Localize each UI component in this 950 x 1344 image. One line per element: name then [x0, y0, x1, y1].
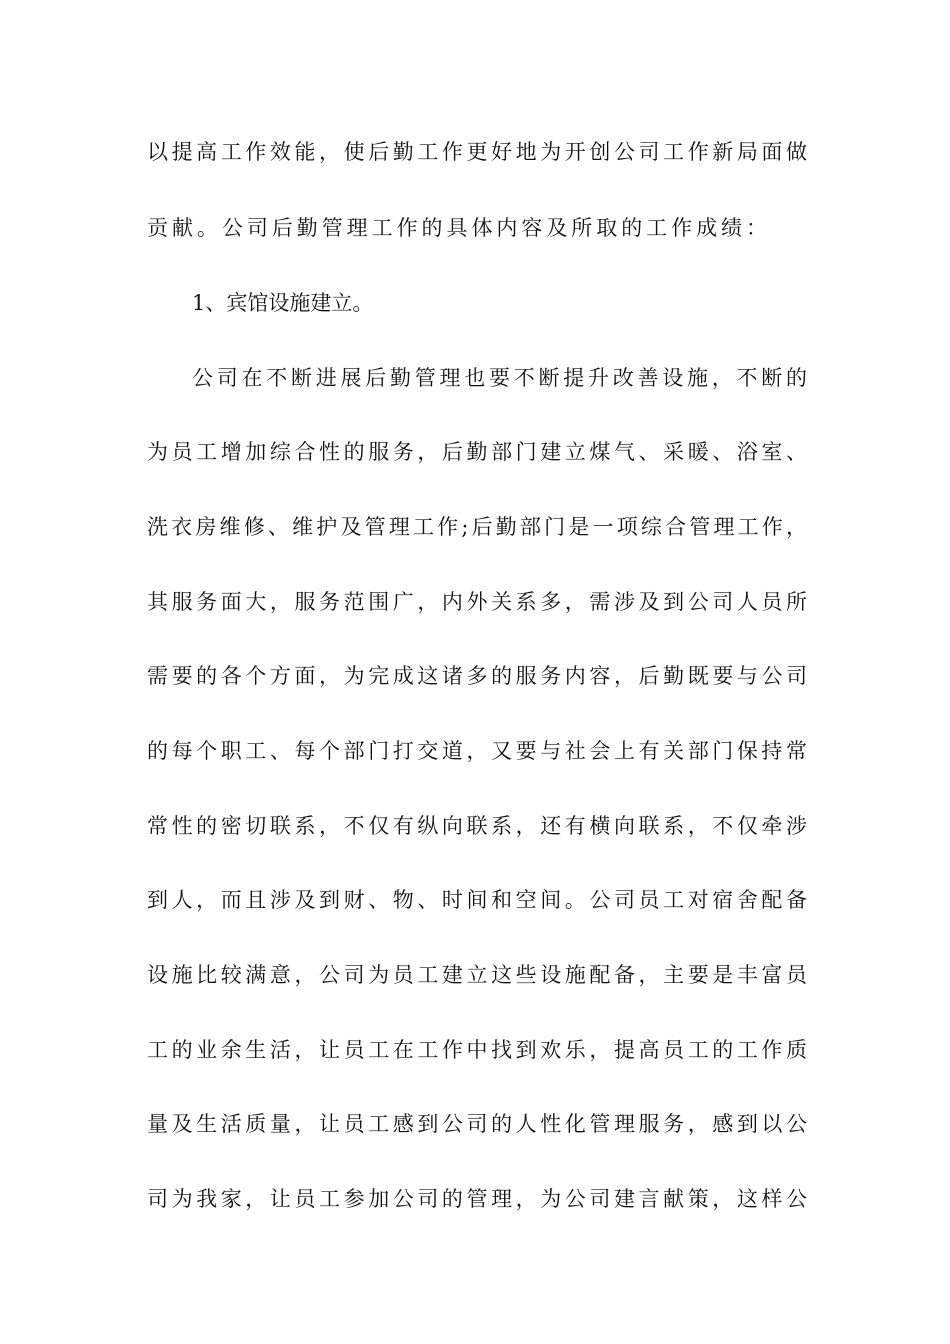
text-line-11: 到人，而且涉及到财、物、时间和空间。公司员工对宿舍配备 [147, 888, 807, 912]
text-line-2: 贡献。公司后勤管理工作的具体内容及所取的工作成绩： [147, 216, 767, 240]
text-line-5: 为员工增加综合性的服务，后勤部门建立煤气、采暖、浴室、 [147, 440, 807, 464]
text-line-6: 洗衣房维修、维护及管理工作;后勤部门是一项综合管理工作， [147, 515, 807, 539]
text-line-9: 的每个职工、每个部门打交道，又要与社会上有关部门保持常 [147, 739, 807, 763]
text-line-8: 需要的各个方面，为完成这诸多的服务内容，后勤既要与公司 [147, 664, 807, 688]
text-line-13: 工的业余生活，让员工在工作中找到欢乐，提高员工的工作质 [147, 1038, 807, 1062]
section-heading: 1、宾馆设施建立。 [192, 291, 374, 315]
text-line-1: 以提高工作效能，使后勤工作更好地为开创公司工作新局面做 [147, 140, 807, 164]
text-line-10: 常性的密切联系，不仅有纵向联系，还有横向联系，不仅牵涉 [147, 814, 807, 838]
text-line-7: 其服务面大，服务范围广，内外关系多，需涉及到公司人员所 [147, 590, 807, 614]
text-line-14: 量及生活质量，让员工感到公司的人性化管理服务，感到以公 [147, 1112, 807, 1136]
text-line-12: 设施比较满意，公司为员工建立这些设施配备，主要是丰富员 [147, 963, 807, 987]
paragraph-start-line: 公司在不断进展后勤管理也要不断提升改善设施，不断的 [192, 366, 807, 390]
text-line-15: 司为我家，让员工参加公司的管理，为公司建言献策，这样公 [147, 1187, 807, 1211]
